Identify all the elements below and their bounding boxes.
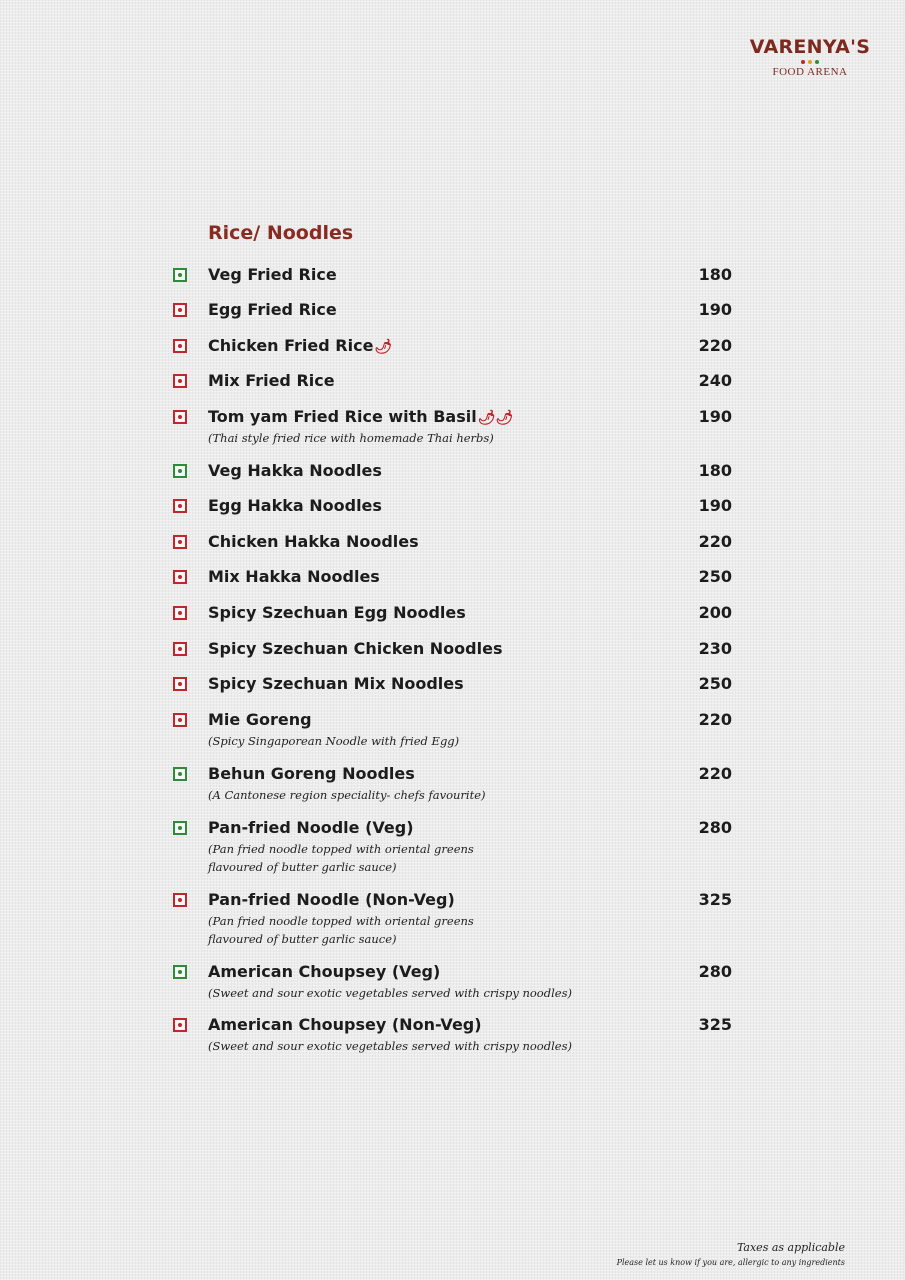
item-name	[208, 675, 464, 693]
taxes-note: Taxes as applicable	[736, 1241, 845, 1254]
non-veg-mark-icon	[173, 606, 187, 620]
item-price: 230	[698, 639, 732, 658]
item-name	[208, 711, 312, 729]
item-price: 280	[698, 962, 732, 981]
chili-icon: 🌶🌶	[477, 410, 514, 426]
item-name-text: American Choupsey (Veg)	[208, 962, 441, 981]
item-name-text: Chicken Hakka Noodles	[208, 532, 419, 551]
item-name	[208, 497, 382, 515]
item-description	[208, 732, 459, 750]
item-price: 220	[698, 532, 732, 551]
item-name	[208, 891, 455, 909]
non-veg-mark-icon	[173, 374, 187, 388]
item-price: 250	[698, 674, 732, 693]
item-name	[208, 301, 337, 319]
item-description-line: flavoured of butter garlic sauce)	[208, 860, 397, 874]
veg-mark-icon	[173, 965, 187, 979]
non-veg-mark-icon	[173, 1018, 187, 1032]
item-name	[208, 765, 415, 783]
item-price: 280	[698, 818, 732, 837]
brand-name: VARENYA'S	[749, 36, 871, 58]
item-name	[208, 337, 392, 356]
item-price: 200	[698, 603, 732, 622]
section-title: Rice/ Noodles	[208, 222, 354, 244]
item-description-line: (Pan fried noodle topped with oriental greens	[208, 842, 474, 856]
item-name	[208, 462, 382, 480]
item-price: 220	[698, 710, 732, 729]
item-name	[208, 963, 440, 981]
item-name	[208, 640, 502, 658]
non-veg-mark-icon	[173, 535, 187, 549]
item-price: 220	[698, 336, 732, 355]
non-veg-mark-icon	[173, 410, 187, 424]
brand-logo	[740, 36, 880, 78]
item-name-text: American Choupsey (Non-Veg)	[208, 1015, 482, 1034]
brand-dot	[801, 60, 805, 64]
allergy-note: Please let us know if you are, allergic to any ingredients	[616, 1258, 845, 1267]
item-name-text: Egg Fried Rice	[208, 300, 337, 319]
item-name-text: Mie Goreng	[208, 710, 312, 729]
item-name	[208, 819, 414, 837]
item-price: 190	[698, 496, 732, 515]
item-name-text: Veg Hakka Noodles	[208, 461, 382, 480]
veg-mark-icon	[173, 767, 187, 781]
chili-icon: 🌶	[374, 339, 393, 355]
item-description-line: (Spicy Singaporean Noodle with fried Egg)	[208, 734, 460, 748]
item-name-text: Mix Hakka Noodles	[208, 567, 380, 586]
item-name-text: Chicken Fried Rice	[208, 336, 374, 355]
item-price: 325	[698, 1015, 732, 1034]
item-name-text: Pan-fried Noodle (Non-Veg)	[208, 890, 455, 909]
item-name	[208, 408, 513, 427]
item-name-text: Tom yam Fried Rice with Basil	[208, 407, 477, 426]
item-description-line: (Pan fried noodle topped with oriental greens	[208, 914, 474, 928]
brand-dot	[815, 60, 819, 64]
item-description	[208, 1037, 572, 1055]
item-price: 240	[698, 371, 732, 390]
item-description	[208, 984, 572, 1002]
item-description	[208, 912, 474, 948]
item-description-line: (Sweet and sour exotic vegetables served with crispy noodles)	[208, 986, 572, 1000]
non-veg-mark-icon	[173, 713, 187, 727]
non-veg-mark-icon	[173, 893, 187, 907]
item-name-text: Behun Goreng Noodles	[208, 764, 415, 783]
item-description	[208, 429, 494, 447]
item-name-text: Egg Hakka Noodles	[208, 496, 382, 515]
brand-dot	[808, 60, 812, 64]
item-name-text: Pan-fried Noodle (Veg)	[208, 818, 414, 837]
non-veg-mark-icon	[173, 499, 187, 513]
item-price: 220	[698, 764, 732, 783]
item-description	[208, 786, 486, 804]
non-veg-mark-icon	[173, 570, 187, 584]
non-veg-mark-icon	[173, 677, 187, 691]
veg-mark-icon	[173, 268, 187, 282]
item-price: 180	[698, 265, 732, 284]
item-description-line: flavoured of butter garlic sauce)	[208, 932, 397, 946]
item-description-line: (Thai style fried rice with homemade Thai herbs)	[208, 431, 494, 445]
brand-subtitle: FOOD ARENA	[772, 66, 848, 78]
item-name-text: Spicy Szechuan Egg Noodles	[208, 603, 466, 622]
item-name-text: Spicy Szechuan Chicken Noodles	[208, 639, 503, 658]
item-description	[208, 840, 474, 876]
item-name	[208, 1016, 482, 1034]
item-name	[208, 372, 335, 390]
item-description-line: (A Cantonese region speciality- chefs favourite)	[208, 788, 486, 802]
item-name	[208, 568, 380, 586]
item-price: 325	[698, 890, 732, 909]
item-price: 190	[698, 300, 732, 319]
item-name-text: Mix Fried Rice	[208, 371, 335, 390]
item-name	[208, 533, 419, 551]
item-name-text: Spicy Szechuan Mix Noodles	[208, 674, 464, 693]
item-description-line: (Sweet and sour exotic vegetables served with crispy noodles)	[208, 1039, 572, 1053]
non-veg-mark-icon	[173, 642, 187, 656]
non-veg-mark-icon	[173, 339, 187, 353]
veg-mark-icon	[173, 464, 187, 478]
brand-dots	[740, 60, 880, 65]
item-price: 180	[698, 461, 732, 480]
item-price: 250	[698, 567, 732, 586]
item-name	[208, 604, 466, 622]
veg-mark-icon	[173, 821, 187, 835]
item-name-text: Veg Fried Rice	[208, 265, 337, 284]
item-price: 190	[698, 407, 732, 426]
item-name	[208, 266, 337, 284]
non-veg-mark-icon	[173, 303, 187, 317]
